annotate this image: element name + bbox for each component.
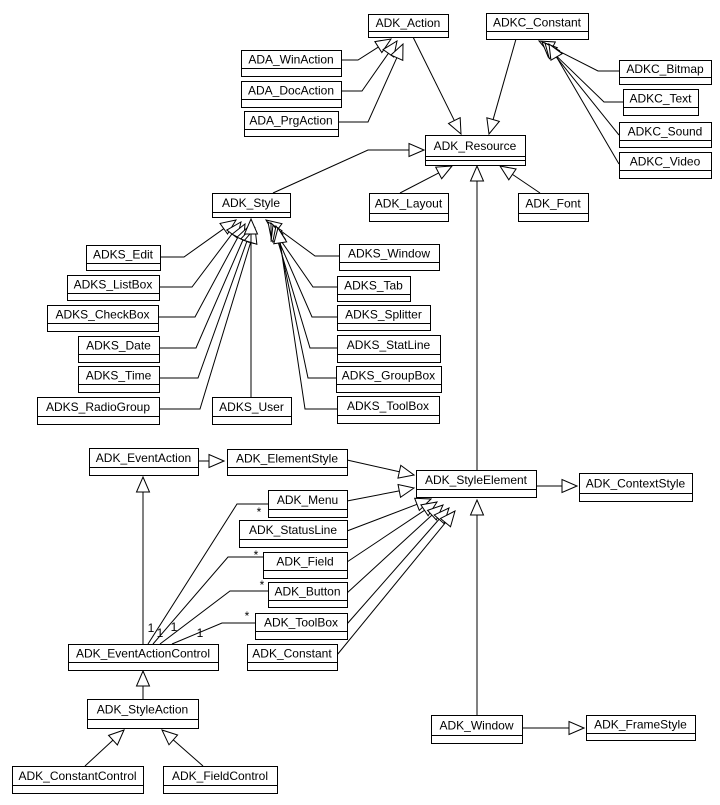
class-name-adks-user: ADKS_User (219, 400, 284, 414)
edge-arrowhead-adk-menu-to-adk-styleelement (398, 484, 414, 497)
edge-arrowhead-adk-fieldcontrol-to-adk-styleaction (162, 730, 178, 745)
edge-arrowhead-adk-styleelement-to-adk-contextstyle (562, 480, 577, 493)
edge-line-adks-window-to-adk-style (278, 229, 339, 256)
class-name-adks-edit: ADKS_Edit (92, 247, 154, 262)
class-name-adk-action: ADK_Action (375, 16, 441, 30)
edge-line-adk-layout-to-adk-resource (400, 173, 439, 193)
edge-line-adks-date-to-adk-style (159, 240, 243, 348)
class-name-adks-time: ADKS_Time (85, 368, 152, 383)
class-name-ada-winaction: ADA_WinAction (248, 52, 334, 67)
class-name-adk-eventactioncontrol: ADK_EventActionControl (75, 646, 211, 661)
class-name-adks-window: ADKS_Window (347, 246, 431, 261)
multiplicity-1-field: 1 (156, 626, 164, 640)
edge-line-adk-statusline-to-adk-styleelement (347, 504, 417, 531)
class-name-adkc-constant: ADKC_Constant (492, 15, 582, 30)
edge-arrowhead-adkc-video-to-adkc-constant (549, 44, 562, 60)
edge-line-adks-toolbox-to-adk-style (280, 243, 337, 409)
edge-line-adks-radiogroup-to-adk-style (159, 242, 251, 409)
edge-line-adk-constant-to-adk-styleelement (337, 523, 445, 655)
edge-line-adk-action-to-adk-resource (413, 37, 454, 121)
edge-line-adk-toolbox-to-adk-styleelement (347, 519, 439, 624)
edge-line-adks-edit-to-adk-style (160, 229, 224, 257)
class-name-adks-statline: ADKS_StatLine (346, 338, 431, 352)
edge-arrowhead-adkc-constant-to-adk-resource (487, 118, 500, 134)
class-name-adk-constant: ADK_Constant (252, 646, 332, 661)
class-name-ada-prgaction: ADA_PrgAction (249, 113, 333, 128)
class-name-adks-splitter: ADKS_Splitter (345, 307, 422, 322)
class-name-adks-date: ADKS_Date (86, 338, 151, 353)
edge-line-adks-checkbox-to-adk-style (158, 237, 238, 317)
class-name-adk-contextstyle: ADK_ContextStyle (585, 476, 686, 491)
class-name-adks-groupbox: ADKS_GroupBox (341, 368, 436, 383)
edge-arrowhead-adks-user-to-adk-style (245, 219, 258, 234)
class-name-adk-resource: ADK_Resource (433, 139, 517, 153)
edge-line-assoc-eventactioncontrol-toolbox (172, 623, 255, 644)
class-name-adk-styleaction: ADK_StyleAction (96, 702, 189, 717)
multiplicity-star-button: * (259, 578, 265, 592)
edge-line-adkc-constant-to-adk-resource (493, 39, 516, 120)
edge-line-ada-prgaction-to-adk-action (338, 58, 397, 122)
class-name-adk-field: ADK_Field (276, 554, 334, 569)
class-name-adk-layout: ADK_Layout (374, 196, 443, 211)
edge-arrowhead-adk-styleaction-to-adk-eventactioncontrol (137, 671, 150, 686)
class-name-adkc-bitmap: ADKC_Bitmap (626, 62, 704, 76)
class-name-adkc-text: ADKC_Text (629, 91, 692, 106)
edge-line-assoc-eventactioncontrol-field (153, 557, 263, 644)
edge-arrowhead-adk-eventactioncontrol-to-adk-eventaction (137, 477, 150, 492)
edge-line-adk-constantcontrol-to-adk-styleaction (85, 740, 113, 766)
edge-line-adks-listbox-to-adk-style (159, 234, 232, 287)
class-name-adks-listbox: ADKS_ListBox (73, 277, 153, 292)
class-name-adks-radiogroup: ADKS_RadioGroup (45, 400, 151, 414)
class-name-adk-style: ADK_Style (221, 196, 281, 210)
edge-arrowhead-adk-window-to-adk-framestyle (569, 722, 584, 735)
class-name-adk-font: ADK_Font (525, 196, 581, 211)
class-name-adk-button: ADK_Button (274, 584, 341, 599)
class-name-adk-toolbox: ADK_ToolBox (263, 615, 339, 630)
class-name-adk-elementstyle: ADK_ElementStyle (235, 451, 339, 466)
edge-arrowhead-adk-action-to-adk-resource (449, 118, 461, 134)
multiplicity-star-menu: * (256, 505, 262, 519)
class-name-adks-tab: ADKS_Tab (344, 278, 403, 293)
edge-line-adk-fieldcontrol-to-adk-styleaction (173, 740, 203, 766)
class-name-adk-menu: ADK_Menu (276, 493, 339, 507)
edge-arrowhead-adk-layout-to-adk-resource (436, 166, 452, 179)
class-name-adk-framestyle: ADK_FrameStyle (594, 717, 687, 732)
edge-arrowhead-adk-style-to-adk-resource (409, 144, 424, 157)
class-name-adk-styleelement: ADK_StyleElement (424, 473, 528, 487)
edge-line-adk-elementstyle-to-adk-styleelement (347, 460, 399, 472)
edge-line-adk-font-to-adk-resource (512, 174, 540, 193)
edge-arrowhead-adk-window-to-adk-styleelement (471, 500, 484, 515)
multiplicity-star-field: * (253, 548, 259, 562)
multiplicity-1-toolbox: 1 (196, 626, 204, 640)
edge-line-adk-field-to-adk-styleelement (347, 510, 425, 562)
edge-line-adk-menu-to-adk-styleelement (347, 491, 399, 501)
edge-arrowhead-adk-styleelement-to-adk-resource (471, 166, 484, 181)
class-name-adk-window: ADK_Window (439, 718, 514, 733)
edge-arrowhead-adk-font-to-adk-resource (500, 166, 516, 180)
class-name-adks-toolbox: ADKS_ToolBox (346, 399, 430, 413)
multiplicity-star-toolbox: * (244, 609, 250, 623)
class-name-adk-fieldcontrol: ADK_FieldControl (171, 769, 269, 783)
edge-line-adkc-video-to-adkc-constant (557, 57, 619, 164)
class-name-adks-checkbox: ADKS_CheckBox (55, 307, 150, 322)
class-name-adkc-sound: ADKC_Sound (627, 124, 703, 139)
edge-line-ada-winaction-to-adk-action (341, 47, 378, 60)
edge-arrowhead-adk-eventaction-to-adk-elementstyle (209, 455, 224, 468)
class-name-adk-constantcontrol: ADK_ConstantControl (18, 769, 137, 783)
multiplicity-1-button: 1 (170, 620, 178, 634)
edge-line-ada-docaction-to-adk-action (341, 53, 388, 91)
edge-line-adkc-text-to-adkc-constant (553, 52, 623, 102)
class-name-adk-eventaction: ADK_EventAction (95, 451, 192, 465)
class-name-adk-statusline: ADK_StatusLine (248, 523, 338, 537)
edge-line-adkc-sound-to-adkc-constant (554, 55, 619, 135)
class-name-adkc-video: ADKC_Video (629, 154, 701, 169)
edge-arrowhead-adk-elementstyle-to-adk-styleelement (398, 465, 414, 478)
edge-line-adk-style-to-adk-resource (273, 150, 409, 193)
multiplicity-1-menu: 1 (147, 621, 155, 635)
class-name-ada-docaction: ADA_DocAction (247, 83, 335, 98)
